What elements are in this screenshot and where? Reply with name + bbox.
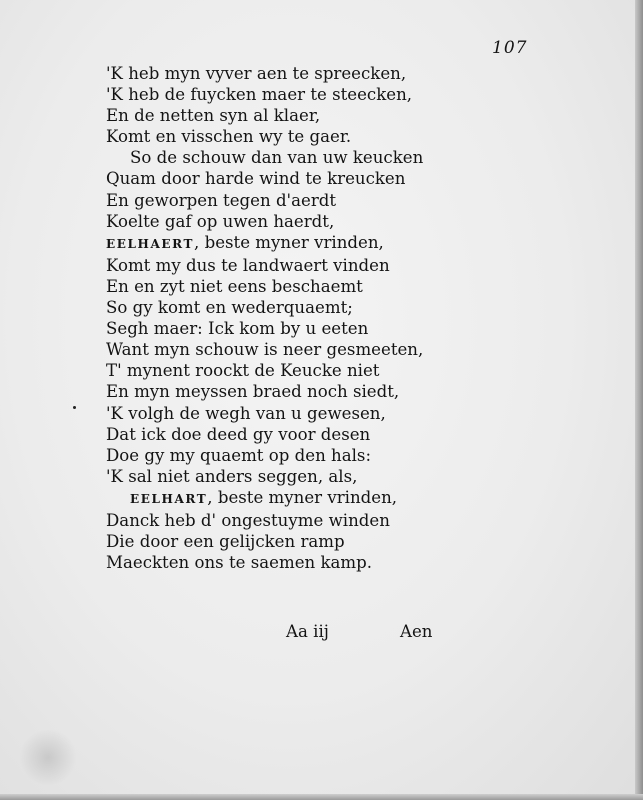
poem-line: Komt my dus te landwaert vinden: [106, 255, 390, 275]
poem-line: Komt en visschen wy te gaer.: [106, 127, 352, 147]
page-number: 107: [492, 38, 528, 58]
poem-line: En de netten syn al klaer,: [106, 106, 321, 126]
poem-line: Want myn schouw is neer gesmeeten,: [106, 340, 424, 360]
poem-line: 'K sal niet anders seggen, als,: [106, 466, 358, 486]
poem-line: Danck heb d' ongestuyme winden: [106, 510, 390, 530]
signature-mark: Aa iij: [286, 622, 329, 641]
page-bottom-edge: [0, 794, 643, 800]
poem-line: Dat ick doe deed gy voor desen: [106, 424, 371, 444]
poem-line: Segh maer: Ick kom by u eeten: [106, 319, 369, 339]
poem-line: En en zyt niet eens beschaemt: [106, 276, 363, 296]
poem-line: 'K heb de fuycken maer te steecken,: [106, 85, 413, 105]
poem-line: So de schouw dan van uw keucken: [130, 148, 424, 168]
poem-line: 'K volgh de wegh van u gewesen,: [106, 403, 386, 423]
name-small-caps: EELHAERT: [106, 236, 195, 251]
name-small-caps: EELHART: [130, 491, 208, 506]
poem-line: T' mynent roockt de Keucke niet: [106, 361, 380, 381]
poem-line-name: EELHART, beste myner vrinden,: [130, 487, 398, 507]
poem-line: Doe gy my quaemt op den hals:: [106, 445, 372, 465]
poem-line: So gy komt en wederquaemt;: [106, 298, 353, 318]
poem-line: Maeckten ons te saemen kamp.: [106, 553, 373, 573]
poem-line: Koelte gaf op uwen haerdt,: [106, 211, 335, 231]
poem-text: [106, 63, 446, 573]
margin-dot: [73, 406, 76, 409]
poem-line: Quam door harde wind te kreucken: [106, 169, 406, 189]
poem-line-name: EELHAERT, beste myner vrinden,: [106, 232, 384, 252]
poem-line: 'K heb myn vyver aen te spreecken,: [106, 64, 407, 83]
poem-line: En myn meyssen braed noch siedt,: [106, 382, 400, 402]
catchword: Aen: [400, 622, 433, 641]
paper-stain: [18, 730, 78, 785]
page-edge-shadow: [635, 0, 643, 800]
poem-line: Die door een gelijcken ramp: [106, 532, 345, 552]
poem-line: En geworpen tegen d'aerdt: [106, 190, 337, 210]
